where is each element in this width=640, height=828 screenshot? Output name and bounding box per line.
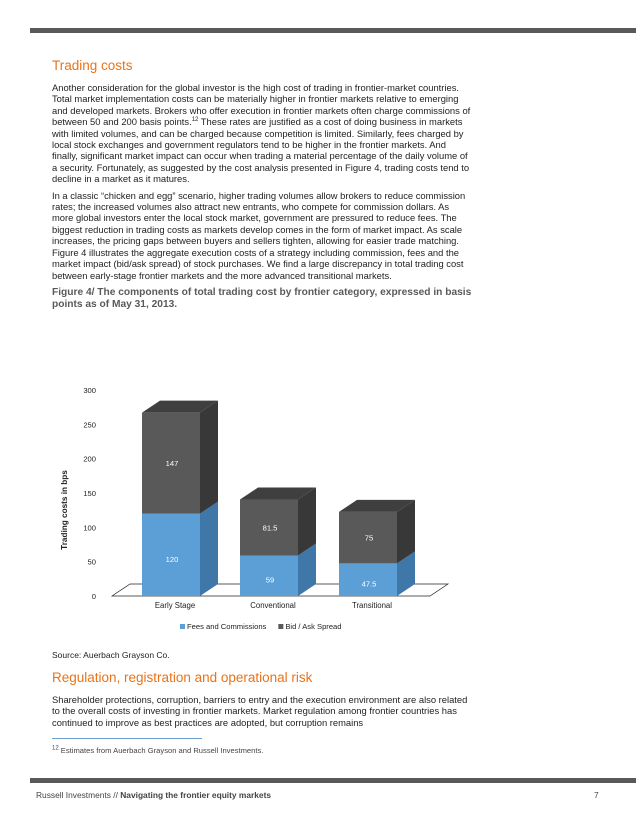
section-trading-costs bbox=[52, 58, 472, 312]
section-regulation bbox=[52, 670, 472, 733]
paragraph: Shareholder protections, corruption, barriers to entry and the execution environment are also related to the overall costs of investing in frontier markets. Market regulation among frontier countries has continued to improve as best practices are adopted, but corruption remains bbox=[52, 694, 468, 728]
x-tick-label: Transitional bbox=[351, 601, 393, 610]
bars bbox=[142, 401, 415, 596]
data-label: 147 bbox=[165, 459, 179, 469]
footnote-number: 12 bbox=[52, 745, 59, 752]
paragraph: In a classic “chicken and egg” scenario, higher trading volumes allow brokers to reduce commission rates; the increased volumes also attract new entrants, who compete for commission dollars. As more global investors enter the local stock market, government are pressured to reduce fees. The biggest reduction in trading costs as markets develop comes in the form of market impact. As scale increases, the pricing gaps between buyers and sellers tighten, allowing for easier trade matching. Figure 4 illustrates the aggregate execution costs of a strategy including commission, fees and the market impact (bid/ask spread) of stock purchases. We find a large discrepancy in total trading cost between early-stage frontier markets and the more advanced transitional markets. bbox=[52, 189, 466, 281]
legend-item bbox=[278, 622, 341, 631]
data-label: 47.5 bbox=[361, 579, 377, 589]
page-number: 7 bbox=[594, 790, 599, 800]
footnote bbox=[52, 746, 263, 755]
page-footer bbox=[36, 790, 271, 800]
x-tick-label: Conventional bbox=[250, 601, 296, 610]
bottom-rule bbox=[30, 778, 636, 783]
bar-segment-side bbox=[200, 401, 218, 514]
figure-source: Source: Auerbach Grayson Co. bbox=[52, 650, 170, 660]
legend-item bbox=[180, 622, 267, 631]
y-axis-label: Trading costs in bps bbox=[60, 470, 69, 550]
y-tick-label: 100 bbox=[83, 523, 96, 533]
legend-label: Bid / Ask Spread bbox=[285, 622, 342, 631]
y-axis bbox=[83, 386, 96, 601]
bar-stack bbox=[339, 500, 415, 596]
footnote-reference[interactable]: 12 bbox=[191, 117, 199, 124]
x-axis-labels bbox=[155, 601, 392, 610]
legend bbox=[180, 622, 342, 631]
legend-swatch bbox=[180, 624, 185, 629]
footer-title: Navigating the frontier equity markets bbox=[120, 790, 272, 800]
footnote-text: Estimates from Auerbach Grayson and Russell Investments. bbox=[58, 746, 264, 755]
y-tick-label: 300 bbox=[83, 386, 96, 395]
x-tick-label: Early Stage bbox=[154, 601, 196, 610]
section-heading: Trading costs bbox=[52, 58, 133, 73]
data-label: 81.5 bbox=[262, 523, 278, 533]
legend-label: Fees and Commissions bbox=[187, 622, 267, 631]
y-tick-label: 250 bbox=[83, 420, 96, 430]
bar-stack bbox=[240, 488, 316, 596]
data-label: 59 bbox=[265, 575, 275, 585]
bar-segment-side bbox=[200, 502, 218, 596]
section-heading: Regulation, registration and operational risk bbox=[52, 670, 313, 685]
bar-stack bbox=[142, 401, 218, 596]
data-label: 120 bbox=[165, 554, 179, 564]
y-tick-label: 150 bbox=[83, 489, 96, 498]
top-rule bbox=[30, 28, 636, 33]
paragraph bbox=[52, 82, 472, 185]
footer-org: Russell Investments // bbox=[36, 790, 118, 800]
data-label: 75 bbox=[364, 533, 374, 543]
footnote-rule bbox=[52, 738, 202, 739]
stacked-bar-chart bbox=[52, 378, 472, 638]
legend-swatch bbox=[278, 624, 283, 629]
paragraph-text: Another consideration for the global investor is the high cost of trading in frontier-market countries. Total market implementation costs can be materially higher in frontier markets relative to emerging and developed markets. Brokers who offer execution in frontier markets often charge commissions of between 50 and 200 basis points. bbox=[52, 82, 471, 128]
y-tick-label: 200 bbox=[83, 454, 96, 464]
figure-caption: Figure 4/ The components of total trading cost by frontier category, expressed in basis points as of May 31, 2013. bbox=[52, 286, 472, 311]
paragraph-text: These rates are justified as a cost of doing business in markets with limited volumes, and can be charged because competition is limited. Similarly, fees charged by local stock exchanges and government regulators tend to be higher in the frontier markets. And finally, significant market impact can occur when trading a material percentage of the daily volume of a security. Fortunately, as suggested by the cost analysis presented in Figure 4, trading costs tend to decline in a market as it matures. bbox=[52, 116, 470, 185]
y-tick-label: 50 bbox=[87, 557, 96, 567]
y-tick-label: 0 bbox=[91, 592, 96, 601]
